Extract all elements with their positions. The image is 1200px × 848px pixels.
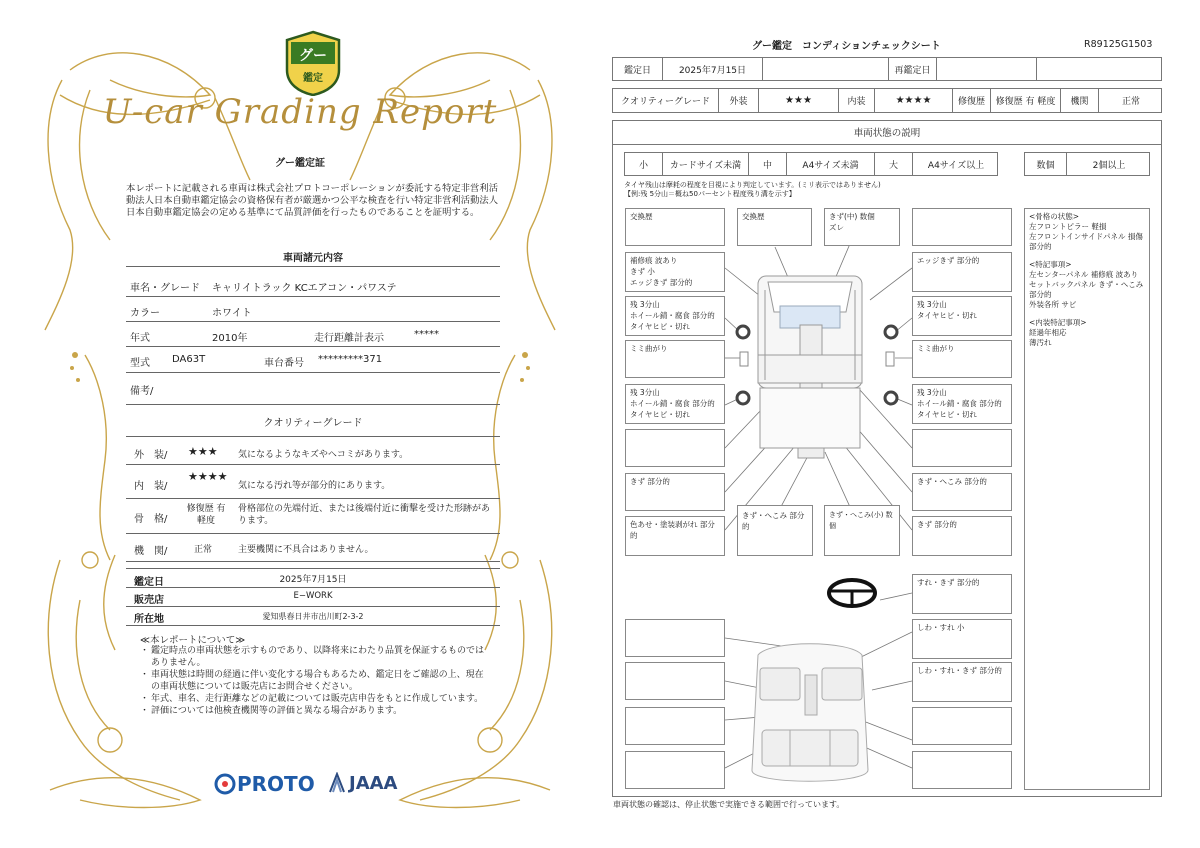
interior-label: 内 装/ — [134, 481, 168, 492]
note-text: 残 3分山 — [917, 300, 947, 309]
appraisal-date-value: 2025年7月15日 — [663, 58, 763, 80]
exterior-stars: ★★★ — [188, 445, 218, 458]
reappraisal-date-label: 再鑑定日 — [889, 58, 937, 80]
size-small-value: カードサイズ未満 — [663, 153, 749, 175]
note-box-right-fender — [912, 252, 1012, 292]
exterior-label: 外装 — [719, 89, 759, 112]
note-box-steering — [912, 574, 1012, 614]
note-box-interior-8 — [912, 751, 1012, 789]
chassis-label: 車台番号 — [264, 358, 304, 369]
certificate-heading: グー鑑定証 — [275, 158, 325, 169]
note-text: ホイール錆・腐食 部分的 — [630, 311, 715, 320]
note-box-front-left — [625, 208, 725, 246]
note-box-interior-7 — [625, 751, 725, 789]
proto-logo-text: PROTO — [237, 772, 315, 796]
note-box-left-fender — [625, 252, 725, 292]
note-text: しわ・すれ 小 — [917, 623, 965, 632]
interior-note-line: 経過年相応 — [1029, 328, 1067, 337]
front-left-wheel-icon — [737, 326, 749, 338]
engine-label: 機関 — [1061, 89, 1099, 112]
note-box-interior-1 — [625, 619, 725, 657]
note-text: タイヤヒビ・切れ — [917, 410, 977, 419]
size-mid-label: 中 — [749, 153, 787, 175]
note-text: タイヤヒビ・切れ — [630, 322, 690, 331]
note-box-left-rear-gate — [625, 473, 725, 511]
note-text: 補修痕 波あり — [630, 256, 678, 265]
note-box-rear-left — [625, 516, 725, 556]
note-box-rear-right — [912, 516, 1012, 556]
interior-notes-title: <内装特記事項> — [1029, 318, 1087, 327]
rear-right-wheel-icon — [885, 392, 897, 404]
mileage-label: 走行距離計表示 — [314, 333, 384, 344]
note-box-interior-2 — [912, 619, 1012, 659]
chassis-value: *********371 — [318, 354, 383, 365]
note-text: 交換歴 — [742, 212, 765, 221]
rear-left-wheel-icon — [737, 392, 749, 404]
quality-heading: クオリティーグレード — [263, 418, 363, 429]
note-text: しわ・すれ・きず 部分的 — [917, 666, 1002, 675]
dealer-label: 販売店 — [134, 595, 164, 606]
condition-check-sheet — [600, 0, 1200, 848]
exterior-desc: 気になるようなキズやヘコミがあります。 — [238, 450, 409, 460]
interior-value: ★★★★ — [875, 89, 953, 112]
note-item: ・ 車両状態は時間の経過に伴い変化する場合もあるため、鑑定日をご確認の上、現在の車両状態については販売店にお問合せください。 — [140, 669, 490, 693]
date-label: 鑑定日 — [134, 577, 164, 588]
address-label: 所在地 — [134, 614, 164, 625]
special-notes-title: <特記事項> — [1029, 260, 1072, 269]
note-text: 交換歴 — [630, 212, 653, 221]
exterior-label: 外 装/ — [134, 450, 168, 461]
note-text: エッジきず 部分的 — [630, 278, 693, 287]
note-text: ホイール錆・腐食 部分的 — [917, 399, 1002, 408]
proto-logo — [214, 772, 315, 796]
engine-desc: 主要機関に不具合はありません。 — [238, 545, 374, 555]
note-text: きず 部分的 — [630, 477, 670, 486]
note-text: きず 部分的 — [917, 520, 957, 529]
note-text: ホイール錆・腐食 部分的 — [630, 399, 715, 408]
note-box-front-center-right — [824, 208, 900, 246]
frame-status-line: 部分的 — [1029, 242, 1052, 251]
year-value: 2010年 — [212, 333, 248, 344]
svg-text:グー: グー — [299, 48, 327, 64]
special-note-line: 左センターパネル 補修痕 波あり — [1029, 270, 1139, 279]
size-large-value: A4サイズ以上 — [927, 160, 985, 171]
size-large-label: 大 — [875, 153, 913, 175]
note-box-front-right-tire — [912, 296, 1012, 336]
frame-status-title: <骨格の状態> — [1029, 212, 1080, 221]
note-box-interior-5 — [625, 707, 725, 745]
name-value: キャリイトラック KCエアコン・パワステ — [212, 283, 397, 294]
note-text: 年式、車名、走行距離などの記載については販売店申告をもとに作成しています。 — [151, 694, 484, 704]
note-box-right-bed — [912, 429, 1012, 467]
note-text: きず・へこみ 部分的 — [742, 511, 805, 531]
dealer-value: E−WORK — [293, 591, 333, 601]
repair-history-value: 修復歴 有 軽度 — [991, 89, 1061, 112]
interior-note-line: 薄汚れ — [1029, 338, 1052, 347]
note-text: エッジきず 部分的 — [917, 256, 980, 265]
address-value: 愛知県春日井市出川町2-3-2 — [262, 612, 364, 621]
interior-label: 内装 — [839, 89, 875, 112]
tire-note-2: 【例:残 5分山＝概ね50パーセント程度残り溝を示す】 — [624, 190, 796, 198]
spec-row-remarks — [126, 373, 500, 405]
note-text: 色あせ・塗装剥がれ 部分的 — [630, 520, 715, 540]
note-text: 評価については他検査機関等の評価と異なる場合があります。 — [151, 706, 403, 716]
note-text: 車両状態は時間の経過に伴い変化する場合もあるため、鑑定日をご確認の上、現在の車両状態については販売店にお問合せください。 — [151, 670, 484, 692]
script-title: U-car Grading Report — [102, 92, 498, 132]
note-text: すれ・きず 部分的 — [917, 578, 980, 587]
frame-label: 骨 格/ — [134, 514, 168, 525]
note-text: ズレ — [829, 223, 844, 232]
size-small-label: 小 — [625, 153, 663, 175]
sheet-title: グー鑑定 コンディションチェックシート — [752, 41, 941, 52]
engine-label: 機 関/ — [134, 546, 168, 557]
condition-heading: 車両状態の説明 — [612, 120, 1162, 145]
remarks-label: 備考/ — [130, 386, 154, 397]
note-item: ・ 評価については他検査機関等の評価と異なる場合があります。 — [140, 706, 403, 716]
spec-row-name — [126, 266, 500, 297]
note-item: ・ 鑑定時点の車両状態を示すものであり、以降将来にわたり品質を保証するものではありません。 — [140, 645, 490, 669]
interior-stars: ★★★★ — [188, 470, 228, 483]
note-box-rear-center-right — [824, 505, 900, 556]
frame-status-line: 左フロントインサイドパネル 損傷 — [1029, 232, 1143, 241]
special-note-line: 外装各所 サビ — [1029, 300, 1077, 309]
note-text: タイヤヒビ・切れ — [917, 311, 977, 320]
mileage-value: ***** — [414, 329, 439, 340]
interior-diagram — [752, 644, 868, 782]
report-id: R89125G1503 — [1084, 39, 1153, 50]
model-label: 型式 — [130, 358, 150, 369]
size-mid-value: A4サイズ未満 — [787, 153, 875, 175]
goo-appraisal-logo-icon — [283, 30, 343, 96]
note-box-interior-3 — [625, 662, 725, 700]
note-text: 残 3分山 — [630, 300, 660, 309]
sheet-footer-note: 車両状態の確認は、停止状態で実施できる範囲で行っています。 — [613, 800, 845, 809]
note-box-left-bed — [625, 429, 725, 467]
count-label: 数個 — [1025, 153, 1067, 175]
spec-row-model — [126, 347, 500, 373]
spec-row-year — [126, 322, 500, 347]
quality-grade-label: クオリティーグレード — [613, 89, 719, 112]
special-note-line: セットバックパネル きず・へこみ — [1029, 280, 1144, 289]
count-value: 2個以上 — [1092, 160, 1126, 171]
note-item: ・ 年式、車名、走行距離などの記載については販売店申告をもとに作成しています。 — [140, 694, 484, 704]
interior-desc: 気になる汚れ等が部分的にあります。 — [238, 481, 391, 491]
note-box-front-right — [912, 208, 1012, 246]
note-text: 鑑定時点の車両状態を示すものであり、以降将来にわたり品質を保証するものではありません。 — [151, 646, 485, 668]
specs-heading: 車両諸元内容 — [283, 253, 343, 264]
jaaa-logo-text: JAAA — [349, 772, 398, 794]
note-box-rear-left-tire — [625, 384, 725, 424]
notes-list — [140, 645, 490, 717]
note-text: 残 3分山 — [630, 388, 660, 397]
remarks-panel — [1024, 208, 1150, 790]
year-label: 年式 — [130, 333, 150, 344]
info-row-address — [126, 607, 500, 626]
notes-title: ≪本レポートについて≫ — [140, 635, 246, 646]
quality-row-frame — [126, 499, 500, 534]
engine-value: 正常 — [1121, 97, 1140, 107]
note-text: 残 3分山 — [917, 388, 947, 397]
repair-history-label: 修復歴 — [953, 89, 991, 112]
info-row-date — [126, 568, 500, 588]
quality-row-engine — [126, 534, 500, 562]
color-label: カラー — [130, 308, 160, 319]
note-text: きず(中) 数個 — [829, 212, 875, 221]
note-box-right-rear-gate — [912, 473, 1012, 511]
note-text: ミミ曲がり — [917, 344, 955, 353]
note-box-front-left-tire — [625, 296, 725, 336]
steering-wheel-icon — [829, 580, 875, 606]
note-text: きず・へこみ(小) 数個 — [829, 511, 893, 530]
note-box-rear-center-left — [737, 505, 813, 556]
note-box-left-step — [625, 340, 725, 378]
special-note-line: 部分的 — [1029, 290, 1052, 299]
quality-row-interior — [126, 465, 500, 499]
spec-row-color — [126, 297, 500, 322]
name-label: 車名・グレード — [130, 283, 200, 294]
note-text: きず 小 — [630, 267, 655, 276]
note-box-interior-6 — [912, 707, 1012, 745]
date-value: 2025年7月15日 — [279, 575, 347, 585]
svg-text:鑑定: 鑑定 — [303, 73, 323, 84]
front-right-wheel-icon — [885, 326, 897, 338]
note-text: きず・へこみ 部分的 — [917, 477, 987, 486]
jaaa-logo — [328, 772, 398, 794]
note-box-right-step — [912, 340, 1012, 378]
quality-row-exterior — [126, 436, 500, 465]
note-text: ミミ曲がり — [630, 344, 668, 353]
frame-desc: 骨格部位の先端付近、または後端付近に衝撃を受けた形跡があります。 — [238, 504, 491, 526]
certificate-intro: 本レポートに記載される車両は株式会社プロトコーポレーションが委託する特定非営利活動法人日本自動車鑑定協会の資格保有者が厳選かつ公平な検査を行い特定非営利活動法人日本自動車鑑定協会の定める基準にて品質評価を行ったものであることを証明する。 — [126, 183, 498, 218]
exterior-value: ★★★ — [759, 89, 839, 112]
engine-value: 正常 — [194, 545, 213, 555]
note-box-front-center-left — [737, 208, 812, 246]
model-value: DA63T — [172, 354, 206, 365]
tire-note-1: タイヤ残山は摩耗の程度を目視により判定しています。(ミリ表示ではありません) — [624, 181, 881, 189]
color-value: ホワイト — [212, 308, 252, 319]
info-row-dealer — [126, 588, 500, 607]
note-box-interior-4 — [912, 662, 1012, 702]
frame-value: 修復歴 有 軽度 — [186, 504, 226, 526]
jaaa-mark-icon — [328, 772, 346, 794]
note-box-rear-right-tire — [912, 384, 1012, 424]
proto-mark-icon — [214, 773, 236, 795]
note-text: タイヤヒビ・切れ — [630, 410, 690, 419]
appraisal-date-label: 鑑定日 — [613, 58, 663, 80]
frame-status-line: 左フロントピラー 軽損 — [1029, 222, 1107, 231]
